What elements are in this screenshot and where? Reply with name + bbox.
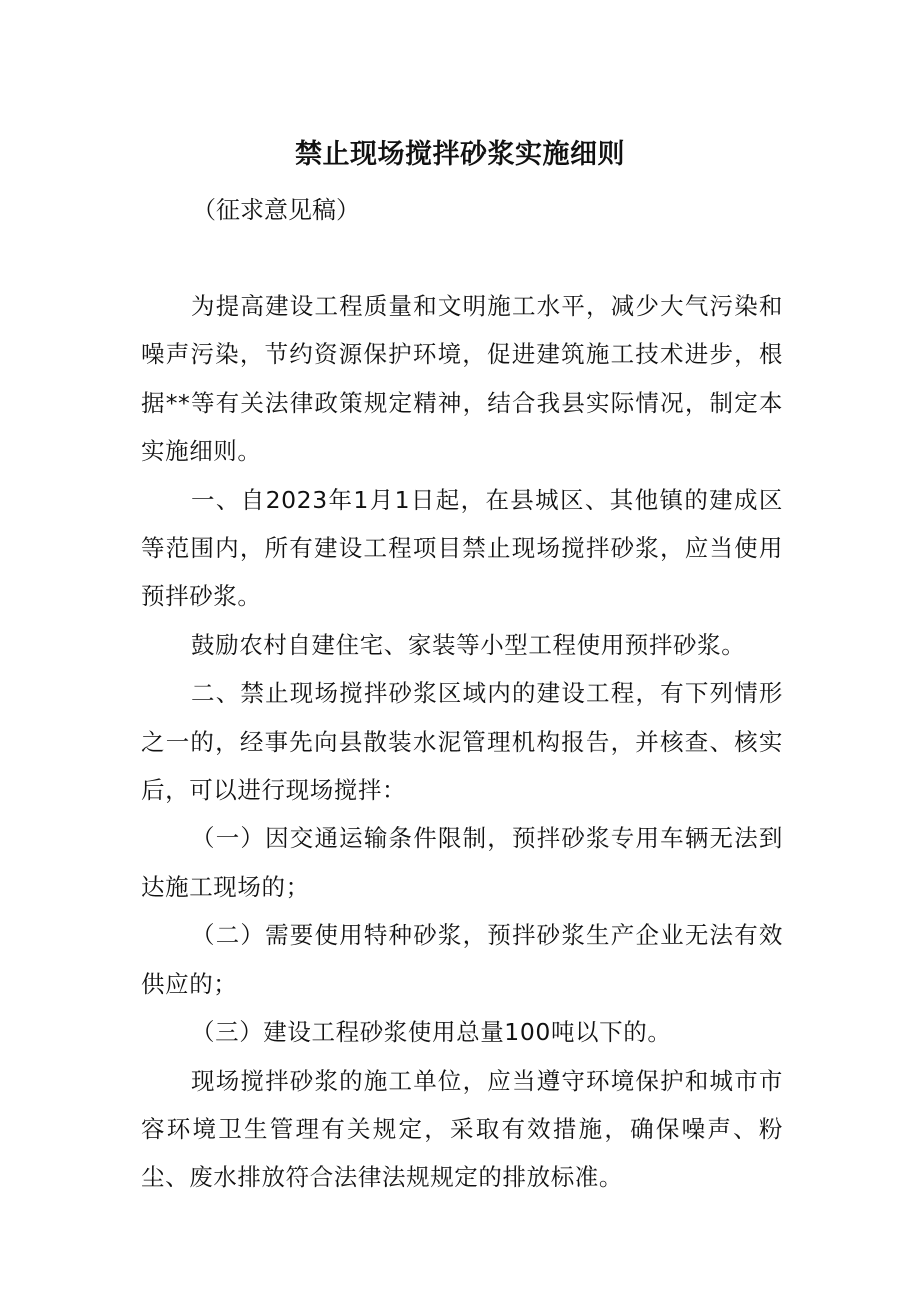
paragraph-encourage: 鼓励农村自建住宅、家装等小型工程使用预拌砂浆。 [191,630,746,659]
paragraph-item-3: （三）建设工程砂浆使用总量100吨以下的。 [191,1018,672,1047]
document-subtitle: （征求意见稿） [192,196,360,224]
paragraph-article-2: 二、禁止现场搅拌砂浆区域内的建设工程，有下列情形之一的，经事先向县散装水泥管理机构报告，并核查、核实后，可以进行现场搅拌： [141,679,783,805]
paragraph-preamble: 为提高建设工程质量和文明施工水平，减少大气污染和噪声污染，节约资源保护环境，促进建筑施工技术进步，根据**等有关法律政策规定精神，结合我县实际情况，制定本实施细则。 [141,292,783,466]
paragraph-item-1: （一）因交通运输条件限制，预拌砂浆专用车辆无法到达施工现场的； [141,824,783,901]
document-body [141,282,783,1202]
paragraph-requirements: 现场搅拌砂浆的施工单位，应当遵守环境保护和城市市容环境卫生管理有关规定，采取有效措施，确保噪声、粉尘、废水排放符合法律法规规定的排放标准。 [141,1066,783,1192]
document-title: 禁止现场搅拌砂浆实施细则 [295,139,625,170]
paragraph-item-2: （二）需要使用特种砂浆，预拌砂浆生产企业无法有效供应的； [141,921,783,998]
paragraph-article-1: 一、自2023年1月1日起，在县城区、其他镇的建成区等范围内，所有建设工程项目禁止现场搅拌砂浆，应当使用预拌砂浆。 [141,485,783,611]
